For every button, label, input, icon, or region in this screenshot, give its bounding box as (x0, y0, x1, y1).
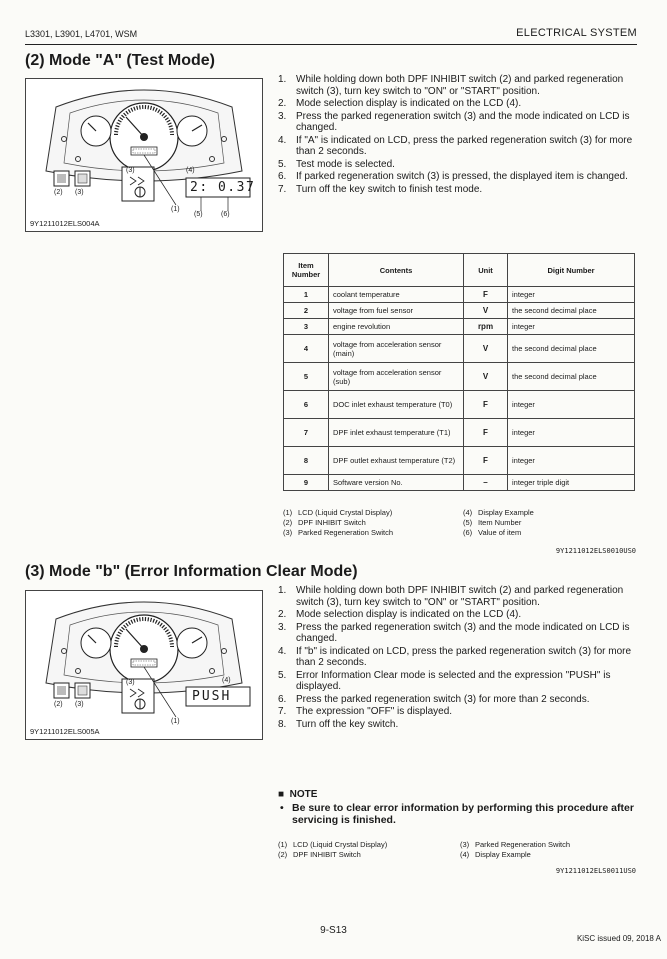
test-mode-item-table (283, 253, 635, 491)
instrument-panel-illustration (26, 591, 262, 739)
callout-4: (4) (186, 167, 195, 174)
step-5: 5. Error Information Clear mode is selected and the expression "PUSH" is displayed. (278, 669, 611, 692)
issued-note: KiSC issued 09, 2018 A (576, 934, 661, 943)
callout-4: (4) (222, 677, 231, 684)
callout-1: (1) (171, 206, 180, 213)
mode-b-figure (25, 590, 263, 740)
page-header (25, 29, 637, 45)
legend-item: (4) Display Example (463, 508, 534, 517)
mode-a-steps (278, 74, 640, 196)
callout-6: (6) (221, 211, 230, 218)
mode-b-legend-right (460, 840, 570, 860)
header-divider (25, 44, 637, 45)
legend-item: (5) Item Number (463, 518, 522, 527)
step-4: 4. If "A" is indicated on LCD, press the parked regeneration switch (3) for more than 2 seconds. (278, 134, 633, 157)
step-1: 1. While holding down both DPF INHIBIT switch (2) and parked regeneration switch (3), turn key switch to "ON" or "START" position. (278, 585, 624, 608)
table-row: 7 DPF inlet exhaust temperature (T1) F integer (284, 419, 635, 447)
note-heading: ■ NOTE (278, 789, 318, 800)
mode-b-code: 9Y1211012ELS0011US0 (555, 867, 636, 875)
mode-a-legend-right (463, 508, 534, 538)
table-row: 2 voltage from fuel sensor V the second decimal place (284, 303, 635, 319)
step-4: 4. If "b" is indicated on LCD, press the parked regeneration switch (3) for more than 2 seconds. (278, 645, 632, 668)
step-6: 6. Press the parked regeneration switch (3) for more than 2 seconds. (278, 693, 590, 705)
step-2: 2. Mode selection display is indicated on the LCD (4). (278, 609, 522, 620)
header-models: L3301, L3901, L4701, WSM (25, 29, 138, 39)
lcd-display-example: 2: 0.37 (190, 180, 256, 195)
figure-code: 9Y1211012ELS005A (30, 727, 100, 736)
legend-item: (4) Display Example (460, 850, 531, 859)
mode-b-title: (3) Mode "b" (Error Information Clear Mode) (25, 563, 358, 580)
step-8: 8. Turn off the key switch. (278, 718, 399, 730)
legend-item: (2) DPF INHIBIT Switch (278, 850, 361, 859)
col-contents: Contents (329, 254, 464, 287)
table-row: 8 DPF outlet exhaust temperature (T2) F integer (284, 447, 635, 475)
step-7: 7. The expression "OFF" is displayed. (278, 706, 453, 717)
callout-3b: (3) (75, 189, 84, 196)
legend-item: (3) Parked Regeneration Switch (283, 528, 394, 537)
col-unit: Unit (464, 254, 508, 287)
step-6: 6. If parked regeneration switch (3) is pressed, the displayed item is changed. (278, 171, 628, 182)
step-7: 7. Turn off the key switch to finish test mode. (278, 183, 483, 195)
table-row: 5 voltage from acceleration sensor (sub) V the second decimal place (284, 363, 635, 391)
callout-5: (5) (194, 211, 203, 218)
table-row: 9 Software version No. – integer triple digit (284, 475, 635, 491)
figure-code: 9Y1211012ELS004A (30, 219, 100, 228)
callout-3: (3) (126, 679, 135, 686)
page-number: 9-S13 (320, 925, 347, 936)
legend-item: (3) Parked Regeneration Switch (460, 840, 571, 849)
legend-item: (2) DPF INHIBIT Switch (283, 518, 366, 527)
table-row: 1 coolant temperature F integer (284, 287, 635, 303)
callout-3b: (3) (75, 701, 84, 708)
step-1: 1. While holding down both DPF INHIBIT switch (2) and parked regeneration switch (3), turn key switch to "ON" or "START" position. (278, 74, 624, 97)
col-digit-number: Digit Number (508, 254, 635, 287)
bullet-icon: • (280, 802, 284, 814)
col-item-number: Item Number (284, 254, 329, 287)
instrument-panel-illustration (26, 79, 262, 231)
step-3: 3. Press the parked regeneration switch (3) and the mode indicated on LCD is changed. (278, 110, 630, 133)
callout-2: (2) (54, 189, 63, 196)
legend-item: (1) LCD (Liquid Crystal Display) (283, 508, 393, 517)
note-bullet: • Be sure to clear error information by performing this procedure after servicing is finished. (280, 802, 634, 826)
square-bullet-icon: ■ (278, 789, 290, 800)
callout-2: (2) (54, 701, 63, 708)
header-section: ELECTRICAL SYSTEM (516, 27, 637, 39)
step-3: 3. Press the parked regeneration switch (3) and the mode indicated on LCD is changed. (278, 621, 630, 644)
mode-a-legend-left (283, 508, 393, 538)
mode-b-legend-left (278, 840, 387, 860)
table-row: 3 engine revolution rpm integer (284, 319, 635, 335)
lcd-display-example: PUSH (192, 689, 232, 704)
step-2: 2. Mode selection display is indicated on the LCD (4). (278, 98, 522, 109)
table-row: 4 voltage from acceleration sensor (main) V the second decimal place (284, 335, 635, 363)
mode-a-figure (25, 78, 263, 232)
table-header-row (284, 254, 635, 287)
mode-a-title: (2) Mode "A" (Test Mode) (25, 52, 215, 69)
legend-item: (1) LCD (Liquid Crystal Display) (278, 840, 388, 849)
step-5: 5. Test mode is selected. (278, 158, 395, 170)
legend-item: (6) Value of item (463, 528, 522, 537)
callout-3: (3) (126, 167, 135, 174)
table-row: 6 DOC inlet exhaust temperature (T0) F integer (284, 391, 635, 419)
callout-1: (1) (171, 718, 180, 725)
mode-a-code: 9Y1211012ELS0010US0 (555, 547, 636, 555)
mode-b-steps (278, 585, 640, 731)
